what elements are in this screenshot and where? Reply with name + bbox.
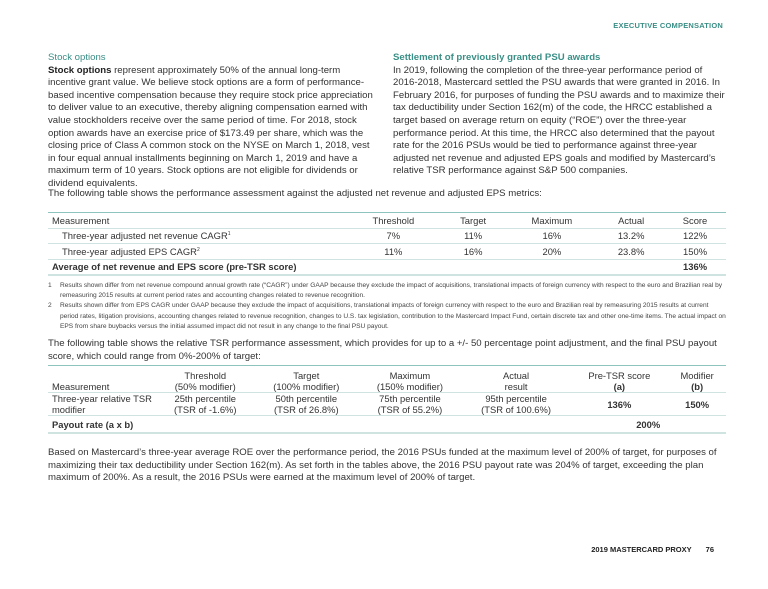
cell: 25th percentile (TSR of -1.6%) (156, 393, 255, 416)
closing-paragraph: Based on Mastercard’s three-year average ROE over the performance period, the 2016 PSUs funded at the maximum level of 200% of target, for purposes of maximizing their tax deductibility under Section 162(m). As set forth in the tables above, the 2016 PSU payout rate was 204% of target, exceeding the plan maximum of 200%. As a result, the 2016 PSUs were earned at the maximum level of 200% of target. (48, 447, 717, 484)
row-label: Three-year adjusted net revenue CAGR$^1$ (48, 228, 346, 244)
col-header: Measurement (48, 213, 346, 229)
cell: 16% (506, 228, 599, 244)
performance-table (48, 212, 726, 276)
table-total-row (48, 416, 726, 434)
table1-intro: The following table shows the performance assessment against the adjusted net revenue and adjusted EPS metrics: (48, 188, 542, 199)
table-total-row (48, 259, 726, 275)
col-header: Pre-TSR score (a) (570, 366, 668, 393)
col-header: Target (100% modifier) (255, 366, 359, 393)
cell: 16% (441, 244, 506, 260)
total-value: 200% (570, 416, 726, 434)
document-name: 2019 MASTERCARD PROXY (591, 545, 692, 554)
col-header: Actual result (462, 366, 571, 393)
lead-term: Stock options (48, 64, 112, 76)
table-row (48, 393, 726, 416)
section-header: EXECUTIVE COMPENSATION (613, 21, 723, 30)
footnote: 2 Results shown differ from EPS CAGR under GAAP because they exclude the impact of acquisitions, translational impacts of foreign currency with respect to the euro and Brazilian real by remeasuring 2015 results at current period rates, litigation provisions, accounting changes related to revenue recognition, changes to U.S. tax legislation, contribution to the Mastercard Impact Fund, certain discrete tax and other one-time items. The actual impact on EPS from share buybacks versus the initial assumed impact did not result in any change to the final PSU payout. (48, 302, 726, 330)
cell: 7% (346, 228, 441, 244)
section-heading: Settlement of previously granted PSU awards (393, 52, 601, 63)
page-footer (591, 545, 714, 554)
page-number: 76 (705, 545, 714, 554)
col-header: Maximum (506, 213, 599, 229)
cell: 11% (441, 228, 506, 244)
stock-options-section (48, 52, 378, 191)
body-text: represent approximately 50% of the annual long-term incentive grant value. We believe stock options are a form of performance-based incentive compensation because they require stock price appreciation to deliver value to an executive, thereby aligning compensation earned with value stockholders receive over the same period of time. For 2018, stock option awards have an exercise price of $173.49 per share, which was the closing price of Class A common stock on the NYSE on March 1, 2018, vest in four equal annual installments beginning on March 1, 2019 and have a maximum term of 10 years. Stock options are not eligible for dividends or dividend equivalents. (48, 64, 373, 189)
cell: 122% (664, 228, 726, 244)
section-body: In 2019, following the completion of the three-year performance period of 2016-2018, Mastercard settled the PSU awards that were granted in 2016. In February 2016, for purposes of funding the PSU awards and to maximize their tax deductibility under Section 162(m) of the code, the HRCC established a target based on average return on equity (“ROE”) over the three-year performance period. At this time, the HRCC also determined that the payout rate for the 2016 PSUs would be tied to performance against three-year adjusted net revenue and adjusted EPS goals and modified by Mastercard’s relative TSR performance against S&P 500 companies. (393, 64, 725, 177)
cell: 50th percentile (TSR of 26.8%) (255, 393, 359, 416)
table-header-row (48, 366, 726, 393)
col-header: Target (441, 213, 506, 229)
footnotes (48, 281, 728, 332)
row-label: Three-year relative TSR modifier (48, 393, 156, 416)
tsr-table (48, 365, 726, 434)
section-body (48, 65, 378, 191)
modifier-value: 150% (668, 393, 726, 416)
section-heading: Stock options (48, 52, 106, 63)
col-header: Threshold (50% modifier) (156, 366, 255, 393)
total-value: 136% (664, 259, 726, 275)
total-label: Average of net revenue and EPS score (pre-TSR score) (48, 259, 664, 275)
cell: 13.2% (598, 228, 664, 244)
cell: 150% (664, 244, 726, 260)
cell: 95th percentile (TSR of 100.6%) (462, 393, 571, 416)
col-header: Threshold (346, 213, 441, 229)
col-header: Actual (598, 213, 664, 229)
cell: 23.8% (598, 244, 664, 260)
cell: 20% (506, 244, 599, 260)
footnote: 1 Results shown differ from net revenue compound annual growth rate (“CAGR”) under GAAP because they exclude the impact of acquisitions, translational impacts of foreign currency with respect to the euro and Brazilian real by remeasuring 2015 results at current period rates and accounting changes related to revenue recognition. (48, 282, 723, 300)
psu-settlement-section (393, 52, 728, 178)
total-label: Payout rate (a x b) (48, 416, 570, 434)
table-row (48, 228, 726, 244)
row-label: Three-year adjusted EPS CAGR$^2$ (48, 244, 346, 260)
pre-tsr-score: 136% (570, 393, 668, 416)
col-header: Maximum (150% modifier) (358, 366, 462, 393)
cell: 11% (346, 244, 441, 260)
col-header: Modifier (b) (668, 366, 726, 393)
table2-intro: The following table shows the relative TSR performance assessment, which provides for up to a +/- 50 percentage point adjustment, and the final PSU payout score, which could range from 0%-200% of target: (48, 338, 717, 362)
table-row (48, 244, 726, 260)
col-header: Measurement (48, 366, 156, 393)
table-header-row (48, 213, 726, 229)
cell: 75th percentile (TSR of 55.2%) (358, 393, 462, 416)
col-header: Score (664, 213, 726, 229)
